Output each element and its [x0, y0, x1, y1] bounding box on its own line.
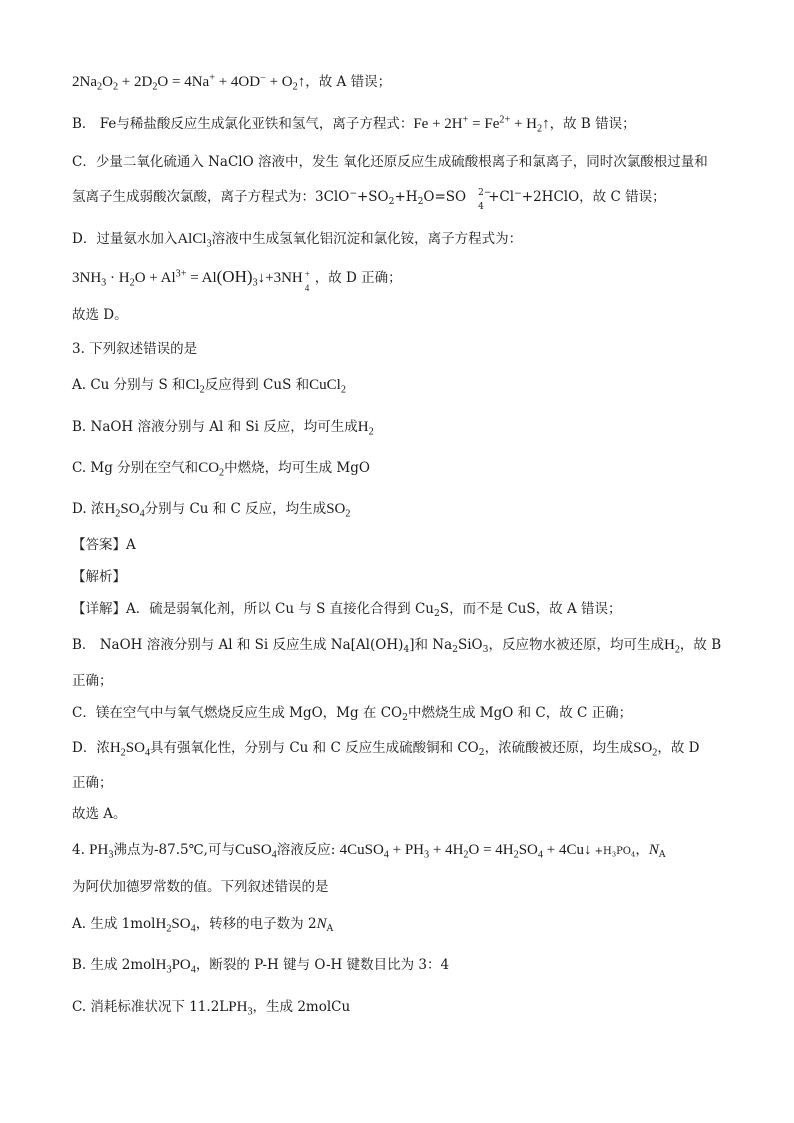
conclusion-a: 故选 A。	[72, 806, 127, 822]
detail-c: C．镁在空气中与氧气燃烧反应生成 MgO，Mg 在 $CO_2$中燃烧生成 MgO 和 C，故 C 正确；	[72, 705, 633, 724]
detail-a: 【详解】A．硫是弱氧化剂，所以 Cu 与 S 直接化合得到 $Cu_2S$，而不是 CuS，故 A 错误；	[72, 601, 622, 620]
analysis-option-c: C．少量二氧化硫通入 NaClO 溶液中，发生 氧化还原反应生成硫酸根离子和氯离子，同时次氯酸根过量和	[72, 154, 708, 170]
question-4-option-a: A. 生成 $1molH_2SO_4$，转移的电子数为 $2N_A$	[72, 916, 334, 935]
analysis-heading: 【解析】	[72, 569, 126, 585]
equation-line-a: $2Na_2O_2 + 2D_2O = 4Na^+ + 4OD^-$ + $O_2↑$，故 A 错误；	[72, 72, 392, 93]
conclusion-d: 故选 D。	[72, 307, 128, 323]
analysis-option-d: D．过量氨水加入AlCl$_3$溶液中生成氢氧化铝沉淀和氯化铵，离子方程式为：	[72, 231, 523, 250]
question-4-stem-cont: 为阿伏加德罗常数的值。下列叙述错误的是	[72, 879, 329, 895]
question-3-option-c: C. Mg 分别在空气和$CO_2$中燃烧，均可生成 MgO	[72, 460, 370, 479]
question-3-option-a: A. Cu 分别与 S 和$Cl_2$反应得到 CuS 和CuCl$_2$	[72, 377, 346, 396]
analysis-option-b: B． Fe与稀盐酸反应生成氯化亚铁和氢气，离子方程式：$Fe + 2H^+ = Fe^{2+}$ + $H_2↑$，故 B 错误；	[72, 114, 636, 135]
detail-d-cont: 正确；	[72, 775, 113, 791]
equation-line-d: $3NH_3 \cdot H_2O + Al^{3+}$ = $Al(OH)_3↓+3NH$ + 4 ，故 D 正确；	[72, 267, 402, 293]
detail-b-cont: 正确；	[72, 673, 113, 689]
question-3-stem: 3. 下列叙述错误的是	[72, 341, 198, 357]
question-3-option-b: B. NaOH 溶液分别与 Al 和 Si 反应，均可生成$H_2$	[72, 419, 374, 438]
question-4-stem: 4. $PH_3$沸点为-87.5℃,可与CuSO$_4$溶液反应: 4CuSO$_4$ + $PH_3 + 4H_2O = 4H_2SO_4$ + 4Cu↓ $+H_3PO_4$，$N_A$	[72, 842, 666, 861]
answer-heading: 【答案】A	[72, 537, 136, 553]
detail-b: B． NaOH 溶液分别与 Al 和 Si 反应生成 $Na[Al(OH)_4]$和 $Na_2SiO_3$，反应物水被还原，均可生成$H_2$，故 B	[72, 637, 722, 656]
analysis-option-c-cont: 氢离子生成弱酸次氯酸，离子方程式为：$3ClO^-+SO_2+H_2O=SO$ 2− 4 +Cl−+2HClO，故 C 错误；	[72, 187, 666, 212]
question-3-option-d: D. 浓$H_2SO_4$分别与 Cu 和 C 反应，均生成$SO_2$	[72, 501, 351, 520]
question-4-option-c: C. 消耗标准状况下 $11.2LPH_3$，生成 2molCu	[72, 999, 351, 1018]
detail-d: D．浓$H_2SO_4$具有强氧化性，分别与 Cu 和 C 反应生成硫酸铜和 $CO_2$，浓硫酸被还原，均生成$SO_2$，故 D	[72, 740, 700, 759]
question-4-option-b: B. 生成 $2molH_3PO_4$，断裂的 P-H 键与 O-H 键数目比为 3：4	[72, 957, 450, 976]
